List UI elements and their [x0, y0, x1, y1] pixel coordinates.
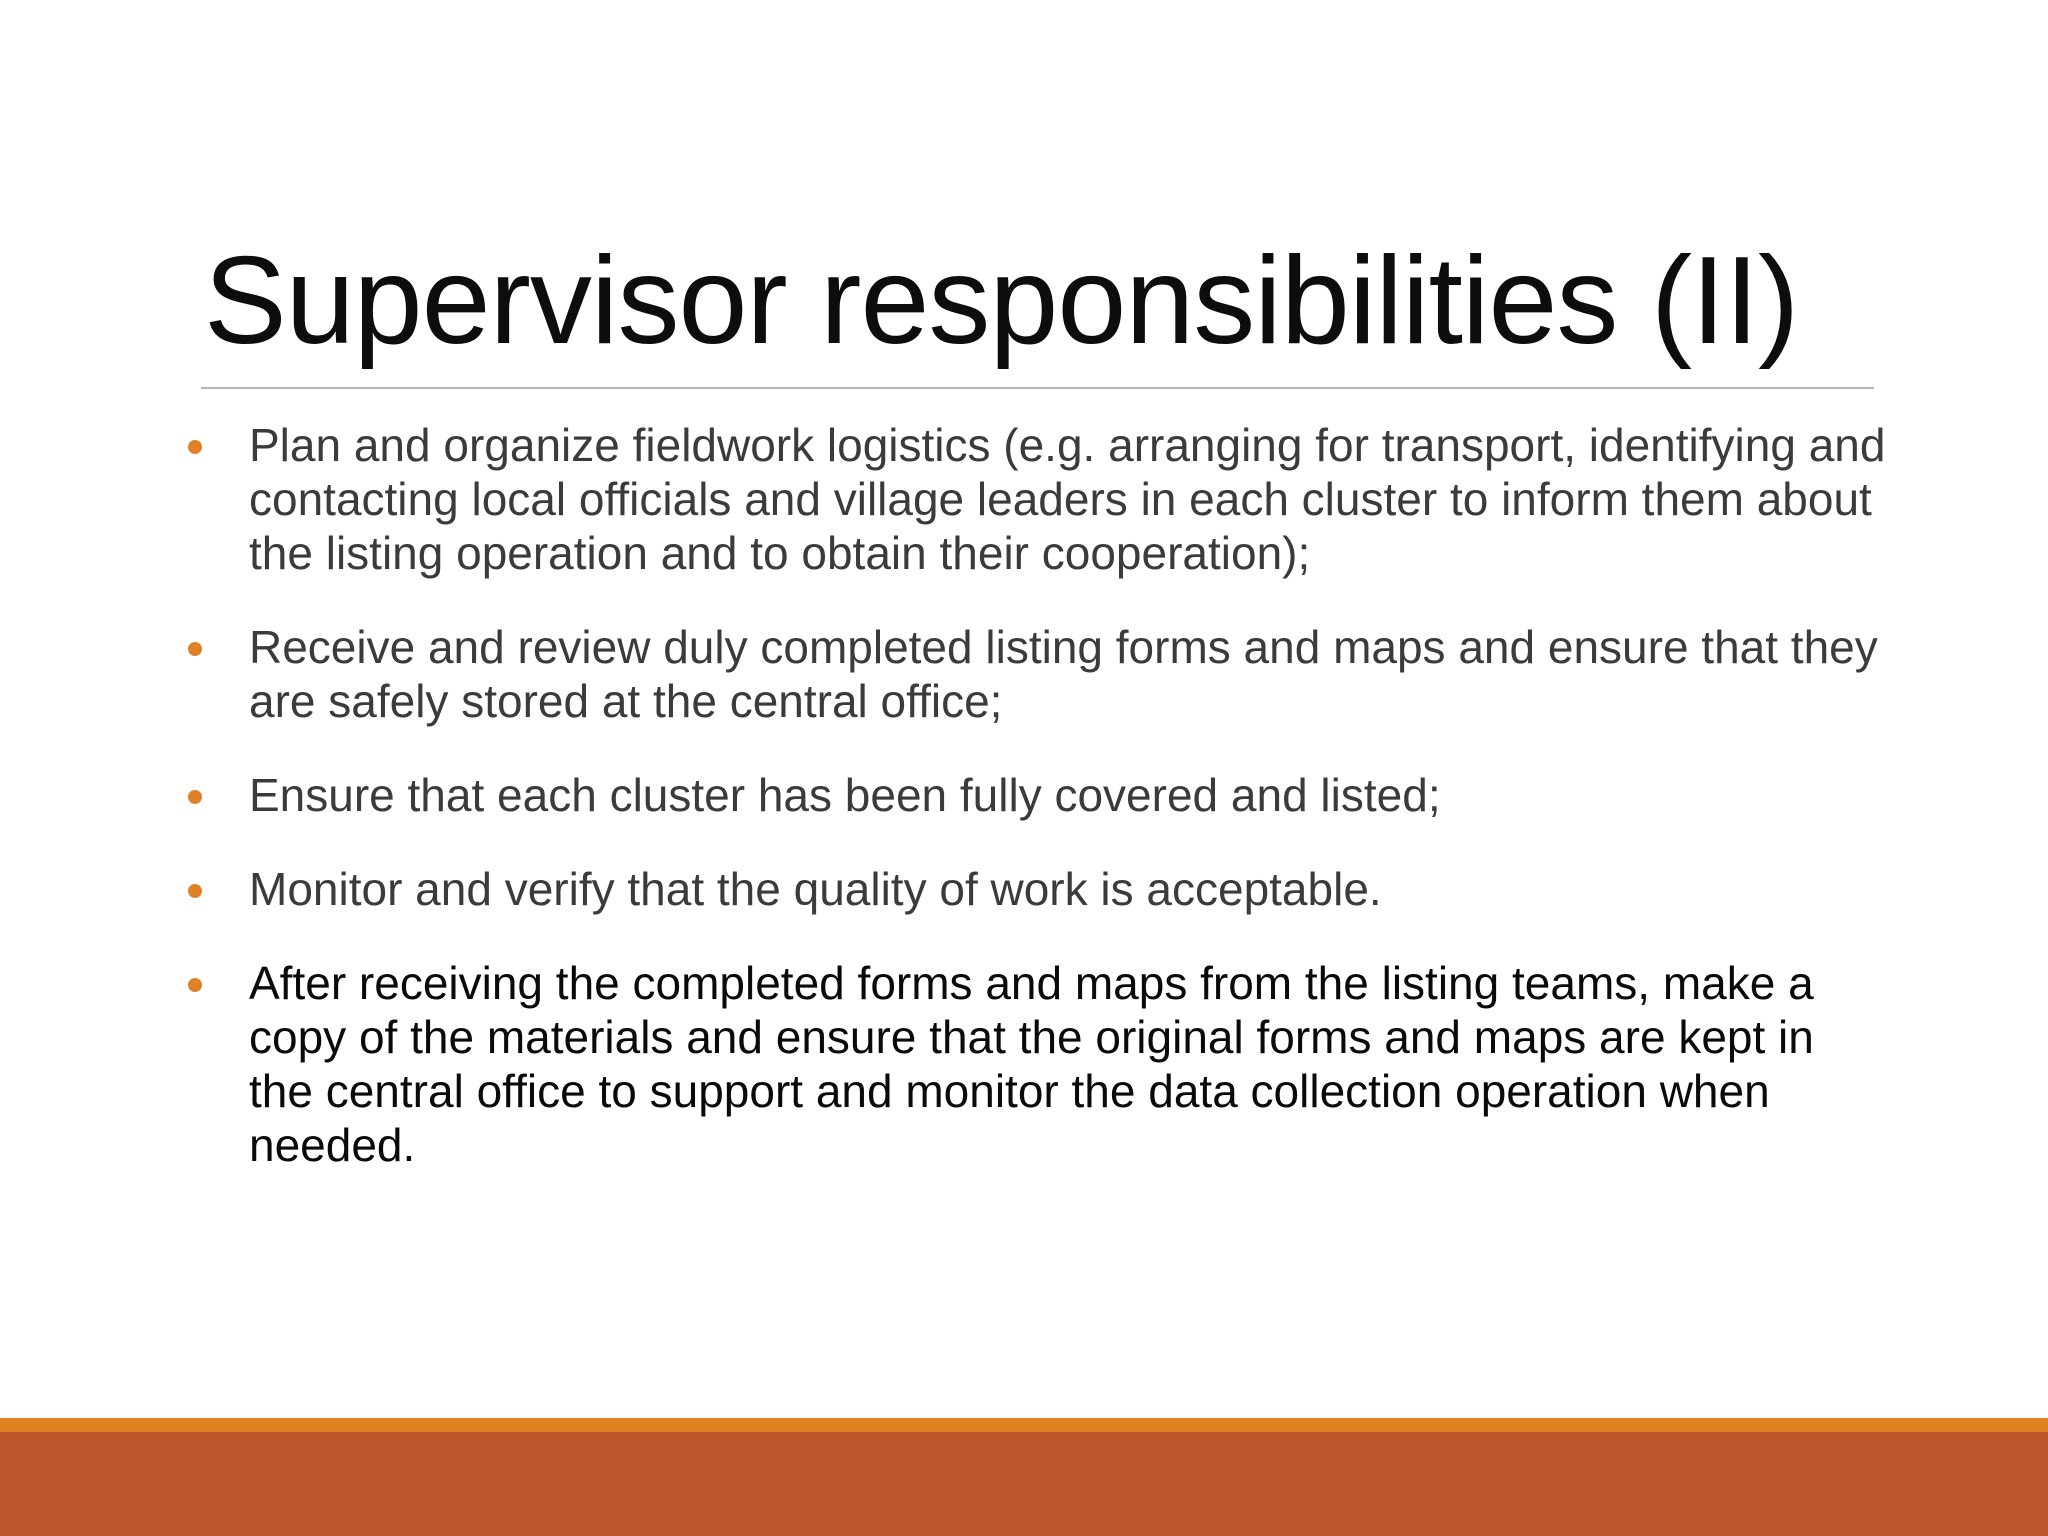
bullet-text: After receiving the completed forms and maps from the listing teams, make a copy of the materials and ensure that the original forms and maps are kept in the central office to support and monitor the data collection operation when needed.: [249, 957, 1814, 1171]
bullet-text: Ensure that each cluster has been fully covered and listed;: [249, 769, 1441, 821]
bullet-text: Receive and review duly completed listing forms and maps and ensure that they are safely stored at the central office;: [249, 621, 1878, 727]
bullet-dot-icon: [188, 440, 202, 454]
list-item: [188, 418, 1888, 580]
slide-title: Supervisor responsibilities (II): [204, 232, 1799, 370]
list-item: [188, 862, 1888, 916]
bullet-dot-icon: [188, 790, 202, 804]
list-item: [188, 768, 1888, 822]
footer-accent-band: [0, 1418, 2048, 1432]
bullet-text: Monitor and verify that the quality of work is acceptable.: [249, 863, 1382, 915]
bullet-dot-icon: [188, 978, 202, 992]
bullet-dot-icon: [188, 642, 202, 656]
title-divider: [201, 387, 1874, 389]
list-item: [188, 620, 1888, 728]
bullet-list: [188, 418, 1888, 1212]
footer-band: [0, 1432, 2048, 1536]
list-item: [188, 956, 1888, 1172]
bullet-text: Plan and organize fieldwork logistics (e.g. arranging for transport, identifying and contacting local officials and village leaders in each cluster to inform them about the listing operation and to obtain their cooperation);: [249, 419, 1886, 579]
bullet-dot-icon: [188, 884, 202, 898]
